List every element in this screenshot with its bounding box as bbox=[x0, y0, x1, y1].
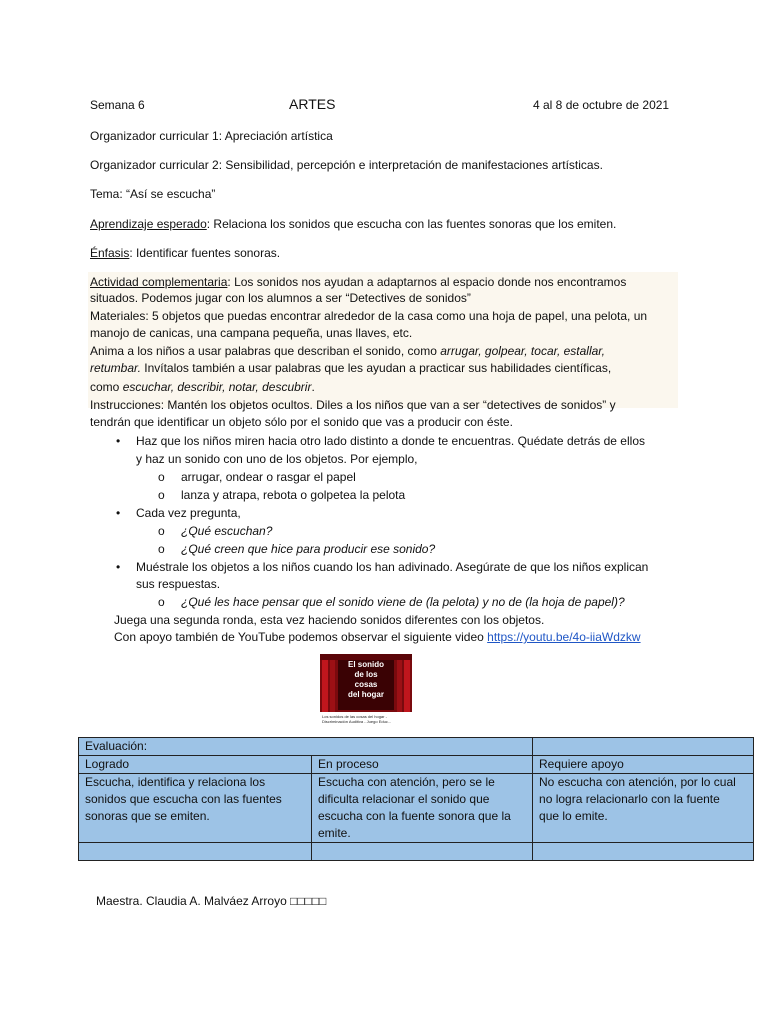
emphasis-label: Énfasis bbox=[90, 246, 130, 260]
col-header-requiere-apoyo: Requiere apoyo bbox=[533, 756, 754, 774]
evaluation-table bbox=[78, 737, 754, 861]
cell-requiere-apoyo bbox=[533, 774, 754, 843]
instructions-line-2: tendrán que identificar un objeto sólo por el sonido que vas a producir con éste. bbox=[90, 415, 513, 429]
youtube-text: Con apoyo también de YouTube podemos observar el siguiente video bbox=[114, 630, 488, 644]
activity-line-1 bbox=[90, 274, 626, 290]
empty-cell bbox=[312, 843, 533, 861]
sub-bullet-2-2-marker: o bbox=[158, 542, 165, 556]
sub-bullet-1-1-marker: o bbox=[158, 470, 165, 484]
youtube-link[interactable]: https://youtu.be/4o-iiaWdzkw bbox=[487, 630, 641, 644]
expected-learning bbox=[90, 216, 616, 232]
materials-line-1: Materiales: 5 objetos que puedas encontrar alrededor de la casa como una hoja de papel, una pelota, un bbox=[90, 309, 648, 323]
bullet-1-line-1: Haz que los niños miren hacia otro lado distinto a donde te encuentras. Quédate detrás de ellos bbox=[136, 434, 645, 448]
encourage-text-1: Anima a los niños a usar palabras que describan el sonido, como bbox=[90, 344, 441, 358]
thumbnail-title bbox=[320, 660, 412, 700]
bullet-1-marker: • bbox=[116, 434, 121, 448]
sub-bullet-3-1: ¿Qué les hace pensar que el sonido viene de (la pelota) y no de (la hoja de papel)? bbox=[181, 595, 625, 609]
col-header-en-proceso: En proceso bbox=[312, 756, 533, 774]
table-row bbox=[79, 756, 754, 774]
expected-learning-text: : Relaciona los sonidos que escucha con las fuentes sonoras que los emiten. bbox=[206, 217, 617, 231]
cell-en-proceso-line-2: dificulta relacionar el sonido que bbox=[318, 792, 490, 806]
organizer-2: Organizador curricular 2: Sensibilidad, percepción e interpretación de manifestaciones artísticas. bbox=[90, 158, 603, 172]
thumbnail-title-line-2: de los bbox=[354, 670, 378, 679]
evaluation-title: Evaluación: bbox=[79, 738, 533, 756]
cell-requiere-apoyo-line-2: no logra relacionarlo con la fuente bbox=[539, 792, 720, 806]
materials-line-2: manojo de canicas, una campana pequeña, unas llaves, etc. bbox=[90, 326, 413, 340]
teacher-signature: Maestra. Claudia A. Malváez Arroyo □□□□□ bbox=[96, 894, 327, 908]
cell-logrado-line-3: sonoras que se emiten. bbox=[85, 809, 210, 823]
table-row bbox=[79, 738, 754, 756]
thumbnail-title-line-3: cosas bbox=[354, 680, 378, 689]
cell-en-proceso-line-3: escucha con la fuente sonora que la bbox=[318, 809, 511, 823]
cell-requiere-apoyo-line-3: que lo emite. bbox=[539, 809, 608, 823]
subject-title: ARTES bbox=[289, 96, 336, 112]
cell-en-proceso-line-4: emite. bbox=[318, 826, 351, 840]
col-header-logrado: Logrado bbox=[79, 756, 312, 774]
expected-learning-label: Aprendizaje esperado bbox=[90, 217, 207, 231]
encourage-line-1 bbox=[90, 343, 605, 359]
youtube-line bbox=[114, 629, 641, 645]
bullet-2-marker: • bbox=[116, 506, 121, 520]
cell-logrado bbox=[79, 774, 312, 843]
encourage-line-2 bbox=[90, 360, 611, 376]
evaluation-title-empty bbox=[533, 738, 754, 756]
thumbnail-caption: Los sonidos de las cosas del hogar - Discriminación Auditiva - Juego Educ... bbox=[322, 714, 392, 724]
empty-cell bbox=[533, 843, 754, 861]
video-thumbnail[interactable] bbox=[320, 654, 412, 730]
cell-en-proceso bbox=[312, 774, 533, 843]
encourage-period: . bbox=[311, 380, 315, 394]
second-round: Juega una segunda ronda, esta vez haciendo sonidos diferentes con los objetos. bbox=[114, 613, 545, 627]
emphasis bbox=[90, 245, 280, 261]
activity-label: Actividad complementaria bbox=[90, 275, 228, 289]
organizer-1: Organizador curricular 1: Apreciación artística bbox=[90, 129, 333, 143]
sub-bullet-2-1-marker: o bbox=[158, 524, 165, 538]
emphasis-text: : Identificar fuentes sonoras. bbox=[129, 246, 281, 260]
table-row bbox=[79, 774, 754, 843]
thumbnail-title-line-1: El sonido bbox=[348, 660, 384, 669]
bullet-1-line-2: y haz un sonido con uno de los objetos. Por ejemplo, bbox=[136, 452, 418, 466]
activity-line-2: situados. Podemos jugar con los alumnos a ser “Detectives de sonidos” bbox=[90, 291, 471, 305]
sub-bullet-1-1: arrugar, ondear o rasgar el papel bbox=[181, 470, 356, 484]
bullet-2: Cada vez pregunta, bbox=[136, 506, 241, 520]
bullet-3-line-2: sus respuestas. bbox=[136, 577, 221, 591]
encourage-words-1: arrugar, golpear, tocar, estallar, bbox=[440, 344, 605, 358]
week-label: Semana 6 bbox=[90, 98, 145, 112]
thumbnail-title-line-4: del hogar bbox=[347, 690, 384, 699]
sub-bullet-3-1-marker: o bbox=[158, 595, 165, 609]
sub-bullet-2-1: ¿Qué escuchan? bbox=[181, 524, 273, 538]
bullet-3-line-1: Muéstrale los objetos a los niños cuando los han adivinado. Asegúrate de que los niños explican bbox=[136, 560, 649, 574]
bullet-3-marker: • bbox=[116, 560, 121, 574]
encourage-words-3: escuchar, describir, notar, descubrir bbox=[122, 380, 312, 394]
instructions-line-1: Instrucciones: Mantén los objetos ocultos. Diles a los niños que van a ser “detectives de sonidos” y bbox=[90, 398, 616, 412]
sub-bullet-2-2: ¿Qué creen que hice para producir ese sonido? bbox=[181, 542, 436, 556]
sub-bullet-1-2: lanza y atrapa, rebota o golpetea la pelota bbox=[181, 488, 406, 502]
cell-logrado-line-2: sonidos que escucha con las fuentes bbox=[85, 792, 282, 806]
empty-cell bbox=[79, 843, 312, 861]
table-row bbox=[79, 843, 754, 861]
sub-bullet-1-2-marker: o bbox=[158, 488, 165, 502]
activity-text-1: : Los sonidos nos ayudan a adaptarnos al espacio donde nos encontramos bbox=[227, 275, 627, 289]
encourage-text-3: como bbox=[90, 380, 123, 394]
cell-requiere-apoyo-line-1: No escucha con atención, por lo cual bbox=[539, 775, 736, 789]
date-range: 4 al 8 de octubre de 2021 bbox=[533, 98, 670, 112]
encourage-line-3 bbox=[90, 379, 315, 395]
topic: Tema: “Así se escucha” bbox=[90, 187, 216, 201]
cell-logrado-line-1: Escucha, identifica y relaciona los bbox=[85, 775, 266, 789]
encourage-text-2: Invítalos también a usar palabras que les ayudan a practicar sus habilidades científicas, bbox=[140, 361, 612, 375]
encourage-word-retumbar: retumbar. bbox=[90, 361, 141, 375]
cell-en-proceso-line-1: Escucha con atención, pero se le bbox=[318, 775, 495, 789]
